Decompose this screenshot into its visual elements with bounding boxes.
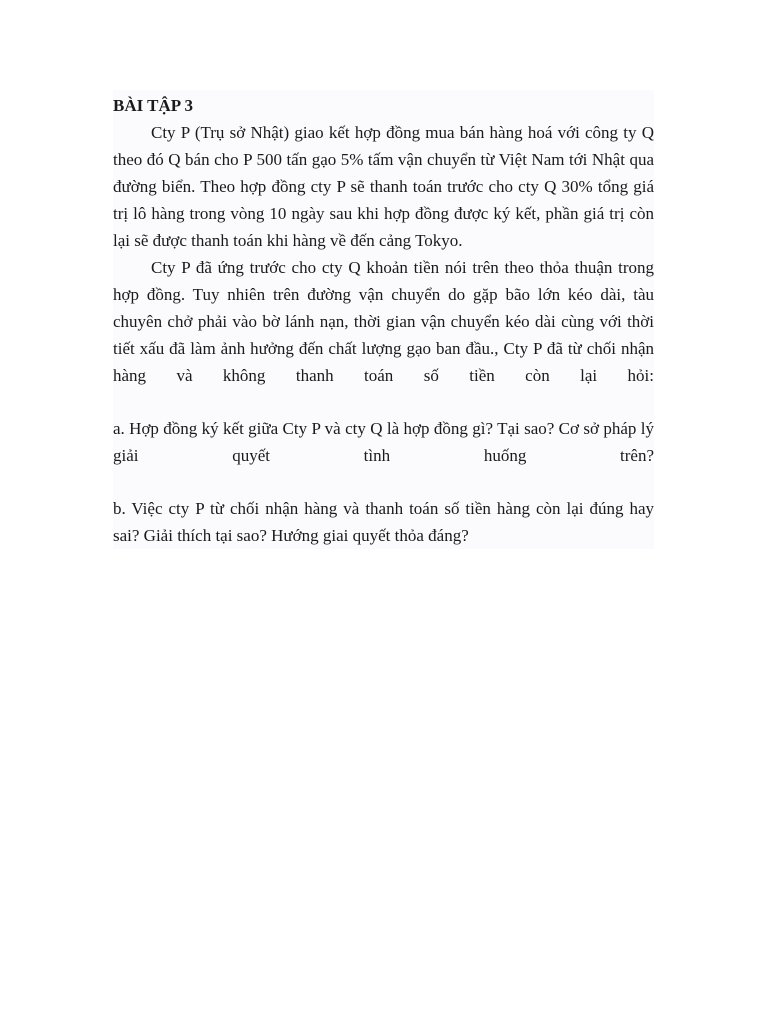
paragraph-incident: Cty P đã ứng trước cho cty Q khoản tiền nói trên theo thỏa thuận trong hợp đồng. Tuy nhiên trên đường vận chuyển do gặp bão lớn kéo dài, tàu chuyên chở phải vào bờ lánh nạn, thời gian vận chuyển kéo dài cùng với thời tiết xấu đã làm ảnh hưởng đến chất lượng gạo ban đầu., Cty P đã từ chối nhận hàng và không thanh toán số tiền còn lại hỏi: bbox=[113, 258, 654, 385]
question-b: b. Việc cty P từ chối nhận hàng và thanh toán số tiền hàng còn lại đúng hay sai? Giải thích tại sao? Hướng giai quyết thỏa đáng? bbox=[113, 499, 654, 545]
question-a: a. Hợp đồng ký kết giữa Cty P và cty Q là hợp đồng gì? Tại sao? Cơ sở pháp lý giải quyết tình huống trên? bbox=[113, 419, 654, 465]
exercise-text-block bbox=[113, 90, 654, 549]
paragraph-contract: Cty P (Trụ sở Nhật) giao kết hợp đồng mua bán hàng hoá với công ty Q theo đó Q bán cho P 500 tấn gạo 5% tấm vận chuyển từ Việt Nam tới Nhật qua đường biển. Theo hợp đồng cty P sẽ thanh toán trước cho cty Q 30% tổng giá trị lô hàng trong vòng 10 ngày sau khi hợp đồng được ký kết, phần giá trị còn lại sẽ được thanh toán khi hàng về đến cảng Tokyo. bbox=[113, 123, 654, 250]
exercise-title: BÀI TẬP 3 bbox=[113, 96, 193, 115]
spacer bbox=[113, 469, 654, 495]
spacer bbox=[113, 389, 654, 415]
